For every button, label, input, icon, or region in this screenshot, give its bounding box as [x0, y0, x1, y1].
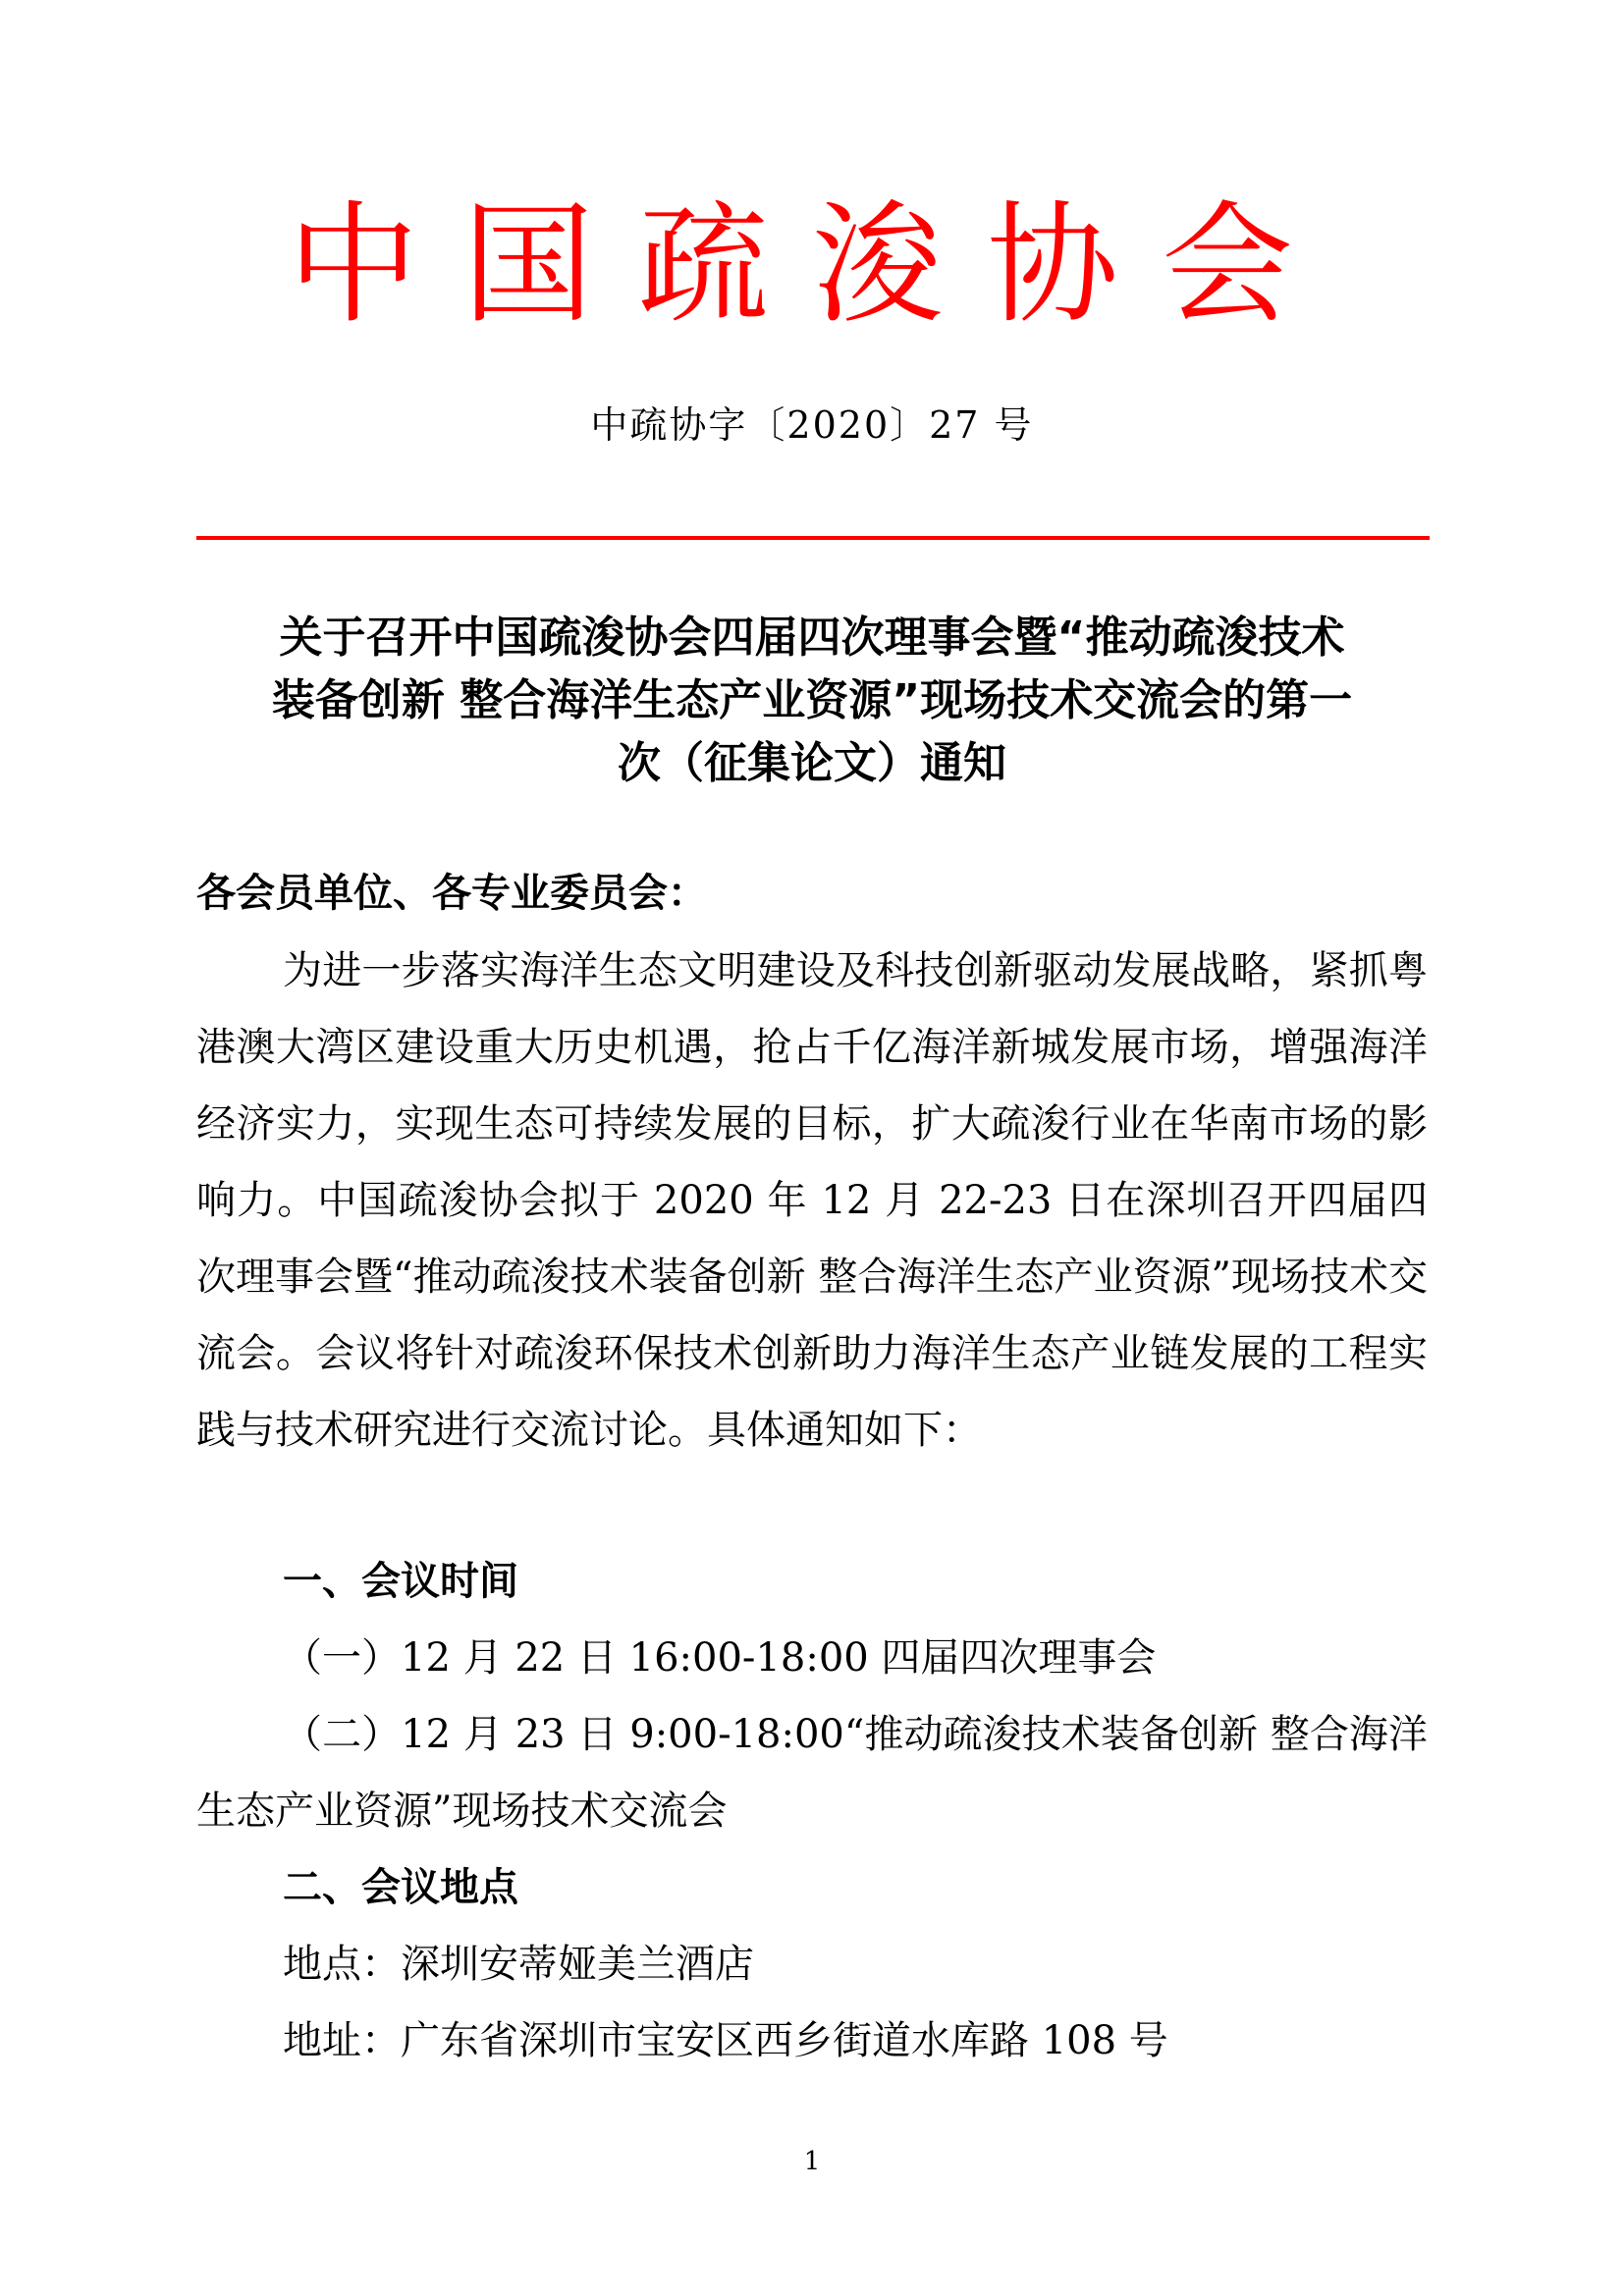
title-line-2: 装备创新 整合海洋生态产业资源”现场技术交流会的第一 — [271, 675, 1353, 725]
location-address: 地址：广东省深圳市宝安区西乡街道水库路 108 号 — [283, 2018, 1168, 2063]
intro-paragraph: 为进一步落实海洋生态文明建设及科技创新驱动发展战略，紧抓粤港澳大湾区建设重大历史机遇，抢占千亿海洋新城发展市场，增强海洋经济实力，实现生态可持续发展的目标，扩大疏浚行业在华南市场的影响力。中国疏浚协会拟于 2020 年 12 月 22-23 日在深圳召开四届四次理事会暨“推动疏浚技术装备创新 整合海洋生态产业资源”现场技术交流会。会议将针对疏浚环保技术创新助力海洋生态产业链发展的工程实践与技术研究进行交流讨论。具体通知如下： — [196, 948, 1428, 1453]
notice-title — [196, 607, 1428, 795]
title-line-3: 次（征集论文）通知 — [618, 738, 1006, 788]
title-line-1: 关于召开中国疏浚协会四届四次理事会暨“推动疏浚技术 — [279, 613, 1345, 663]
section-heading-location: 二、会议地点 — [283, 1865, 518, 1910]
time-item-2: （二）12 月 23 日 9:00-18:00“推动疏浚技术装备创新 整合海洋生态产业资源”现场技术交流会 — [196, 1712, 1428, 1834]
section-heading-time: 一、会议时间 — [283, 1559, 518, 1604]
salutation: 各会员单位、各专业委员会： — [196, 871, 707, 916]
time-item-1: （一）12 月 22 日 16:00-18:00 四届四次理事会 — [283, 1635, 1157, 1681]
location-venue: 地点：深圳安蒂娅美兰酒店 — [283, 1942, 754, 1987]
document-number: 中疏协字〔2020〕27 号 — [590, 403, 1034, 447]
letterhead-org-name: 中国疏浚协会 — [287, 188, 1336, 342]
red-divider-line — [196, 536, 1430, 540]
page-number: 1 — [803, 2147, 821, 2176]
